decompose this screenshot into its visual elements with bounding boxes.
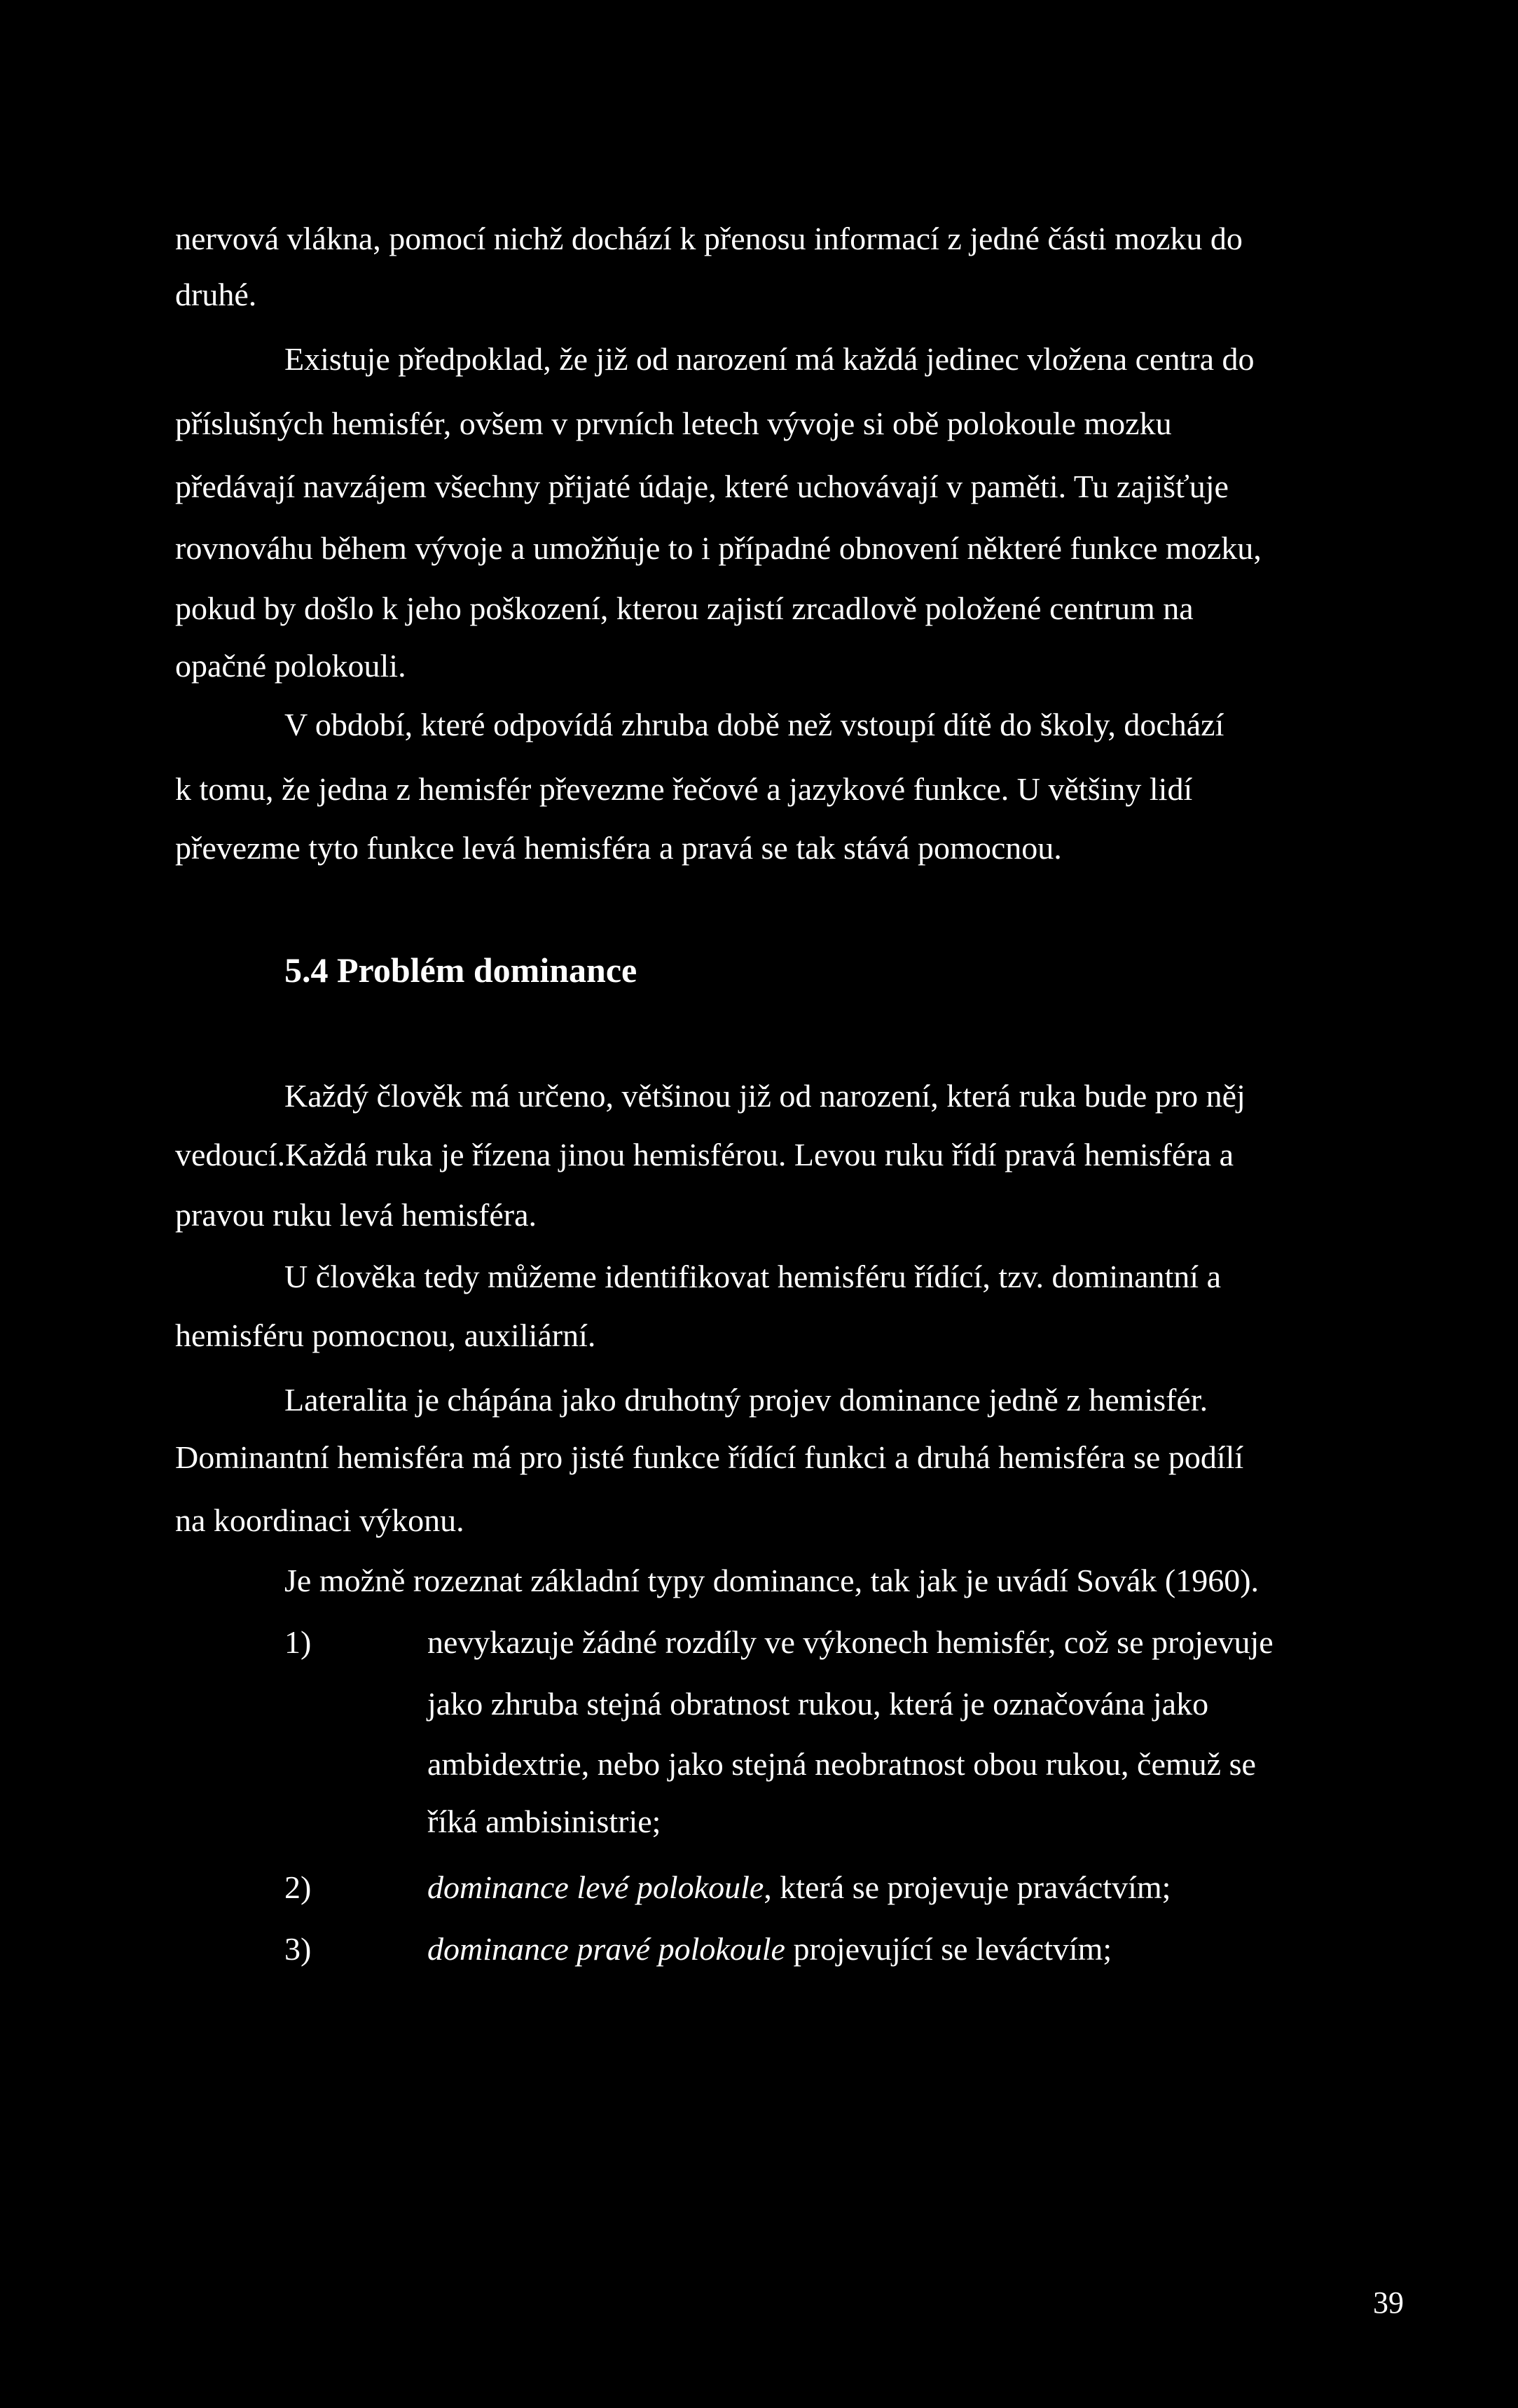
paragraph-line: opačné polokouli. bbox=[175, 648, 406, 684]
paragraph-line: Je možně rozeznat základní typy dominance, tak jak je uvádí Sovák (1960). bbox=[284, 1563, 1260, 1598]
paragraph-line: rovnováhu během vývoje a umožňuje to i případné obnovení některé funkce mozku, bbox=[175, 530, 1262, 566]
list-item-line: ambidextrie, nebo jako stejná neobratnost obou rukou, čemuž se bbox=[427, 1746, 1256, 1782]
paragraph-line: příslušných hemisfér, ovšem v prvních letech vývoje si obě polokoule mozku bbox=[175, 406, 1172, 441]
list-number: 3) bbox=[284, 1931, 312, 1967]
paragraph-line: na koordinaci výkonu. bbox=[175, 1502, 464, 1538]
page-number: 39 bbox=[1373, 2285, 1404, 2320]
list-item-rest: , která se projevuje praváctvím; bbox=[764, 1869, 1171, 1905]
list-item-line: jako zhruba stejná obratnost rukou, která je označována jako bbox=[427, 1686, 1209, 1722]
paragraph-line: druhé. bbox=[175, 277, 257, 312]
paragraph-line: pokud by došlo k jeho poškození, kterou zajistí zrcadlově položené centrum na bbox=[175, 590, 1194, 626]
paragraph-line: Dominantní hemisféra má pro jisté funkce řídící funkci a druhá hemisféra se podílí bbox=[175, 1439, 1244, 1475]
paragraph-line: Existuje předpoklad, že již od narození má každá jedinec vložena centra do bbox=[284, 341, 1255, 377]
list-item-line bbox=[427, 1930, 1112, 1967]
section-heading: 5.4 Problém dominance bbox=[284, 950, 637, 990]
list-item-line: říká ambisinistrie; bbox=[427, 1804, 661, 1839]
list-number: 2) bbox=[284, 1869, 312, 1905]
paragraph-line: hemisféru pomocnou, auxiliární. bbox=[175, 1317, 596, 1353]
paragraph-line: převezme tyto funkce levá hemisféra a pravá se tak stává pomocnou. bbox=[175, 830, 1062, 866]
list-item-line bbox=[427, 1869, 1171, 1906]
paragraph-line: k tomu, že jedna z hemisfér převezme řečové a jazykové funkce. U většiny lidí bbox=[175, 771, 1193, 807]
list-item-rest: projevující se leváctvím; bbox=[785, 1931, 1112, 1967]
paragraph-line: vedoucí.Každá ruka je řízena jinou hemisférou. Levou ruku řídí pravá hemisféra a bbox=[175, 1137, 1234, 1172]
paragraph-line: předávají navzájem všechny přijaté údaje, které uchovávají v paměti. Tu zajišťuje bbox=[175, 469, 1229, 504]
paragraph-line: Lateralita je chápána jako druhotný projev dominance jedně z hemisfér. bbox=[284, 1382, 1208, 1418]
paragraph-line: pravou ruku levá hemisféra. bbox=[175, 1197, 537, 1233]
paragraph-line: V období, které odpovídá zhruba době než vstoupí dítě do školy, dochází bbox=[284, 707, 1224, 742]
paragraph-line: U člověka tedy můžeme identifikovat hemisféru řídící, tzv. dominantní a bbox=[284, 1259, 1221, 1294]
list-item-emphasis: dominance levé polokoule bbox=[427, 1869, 764, 1905]
paragraph-line: Každý člověk má určeno, většinou již od narození, která ruka bude pro něj bbox=[284, 1078, 1246, 1114]
paragraph-line: nervová vlákna, pomocí nichž dochází k přenosu informací z jedné části mozku do bbox=[175, 221, 1243, 256]
list-item-line: nevykazuje žádné rozdíly ve výkonech hemisfér, což se projevuje bbox=[427, 1624, 1274, 1660]
list-number: 1) bbox=[284, 1624, 312, 1660]
list-item-emphasis: dominance pravé polokoule bbox=[427, 1931, 785, 1967]
